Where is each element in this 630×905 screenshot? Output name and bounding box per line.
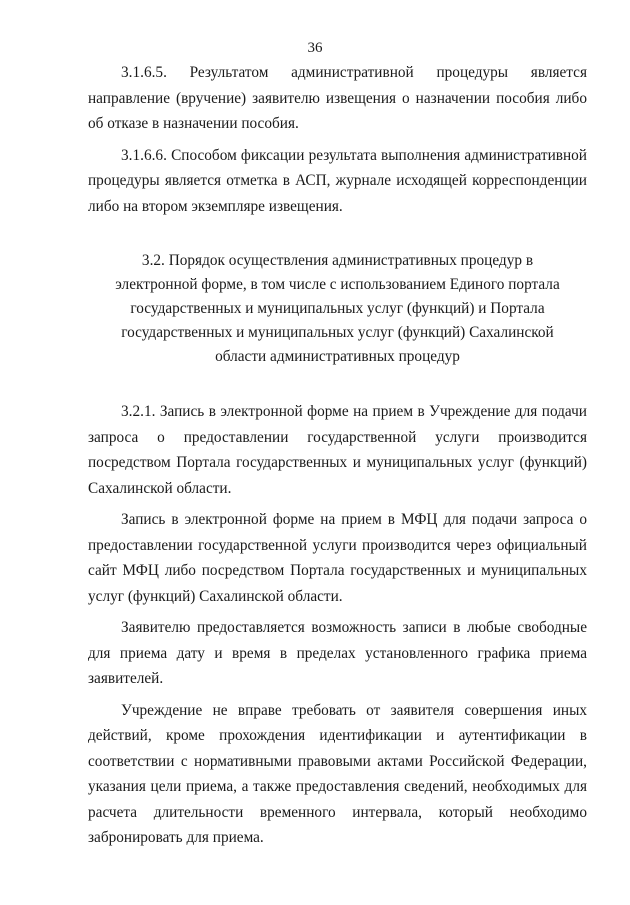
- section-heading-3-2: 3.2. Порядок осуществления административных процедур в электронной форме, в том числе с использованием Единого портала государственных и муниципальных услуг (функций) и Портала государственных и муниципальных услуг (функций) Сахалинской области административных процедур: [115, 252, 560, 365]
- paragraph-free-slots: Заявителю предоставляется возможность записи в любые свободные для приема дату и время в пределах установленного графика приема заявителей.: [88, 619, 587, 687]
- paragraph-3-1-6-5: 3.1.6.5. Результатом административной процедуры является направление (вручение) заявителю извещения о назначении пособия либо об отказе в назначении пособия.: [88, 64, 587, 132]
- document-body: [88, 60, 587, 851]
- paragraph-3-1-6-6: 3.1.6.6. Способом фиксации результата выполнения административной процедуры является отметка в АСП, журнале исходящей корреспонденции либо на втором экземпляре извещения.: [88, 146, 587, 215]
- page-number: 36: [307, 40, 323, 56]
- paragraph-3-2-1: 3.2.1. Запись в электронной форме на прием в Учреждение для подачи запроса о предоставлении государственной услуги производится посредством Портала государственных и муниципальных услуг (функций) Сахалинской области.: [88, 403, 587, 497]
- paragraph-restrictions: Учреждение не вправе требовать от заявителя совершения иных действий, кроме прохождения идентификации и аутентификации в соответствии с нормативными правовыми актами Российской Федерации, указания цели приема, а также предоставления сведений, необходимых для расчета длительности временного интервала, который необходимо забронировать для приема.: [88, 701, 587, 846]
- paragraph-mfc-booking: Запись в электронной форме на прием в МФЦ для подачи запроса о предоставлении государственной услуги производится через официальный сайт МФЦ либо посредством Портала государственных и муниципальных услуг (функций) Сахалинской области.: [88, 511, 587, 605]
